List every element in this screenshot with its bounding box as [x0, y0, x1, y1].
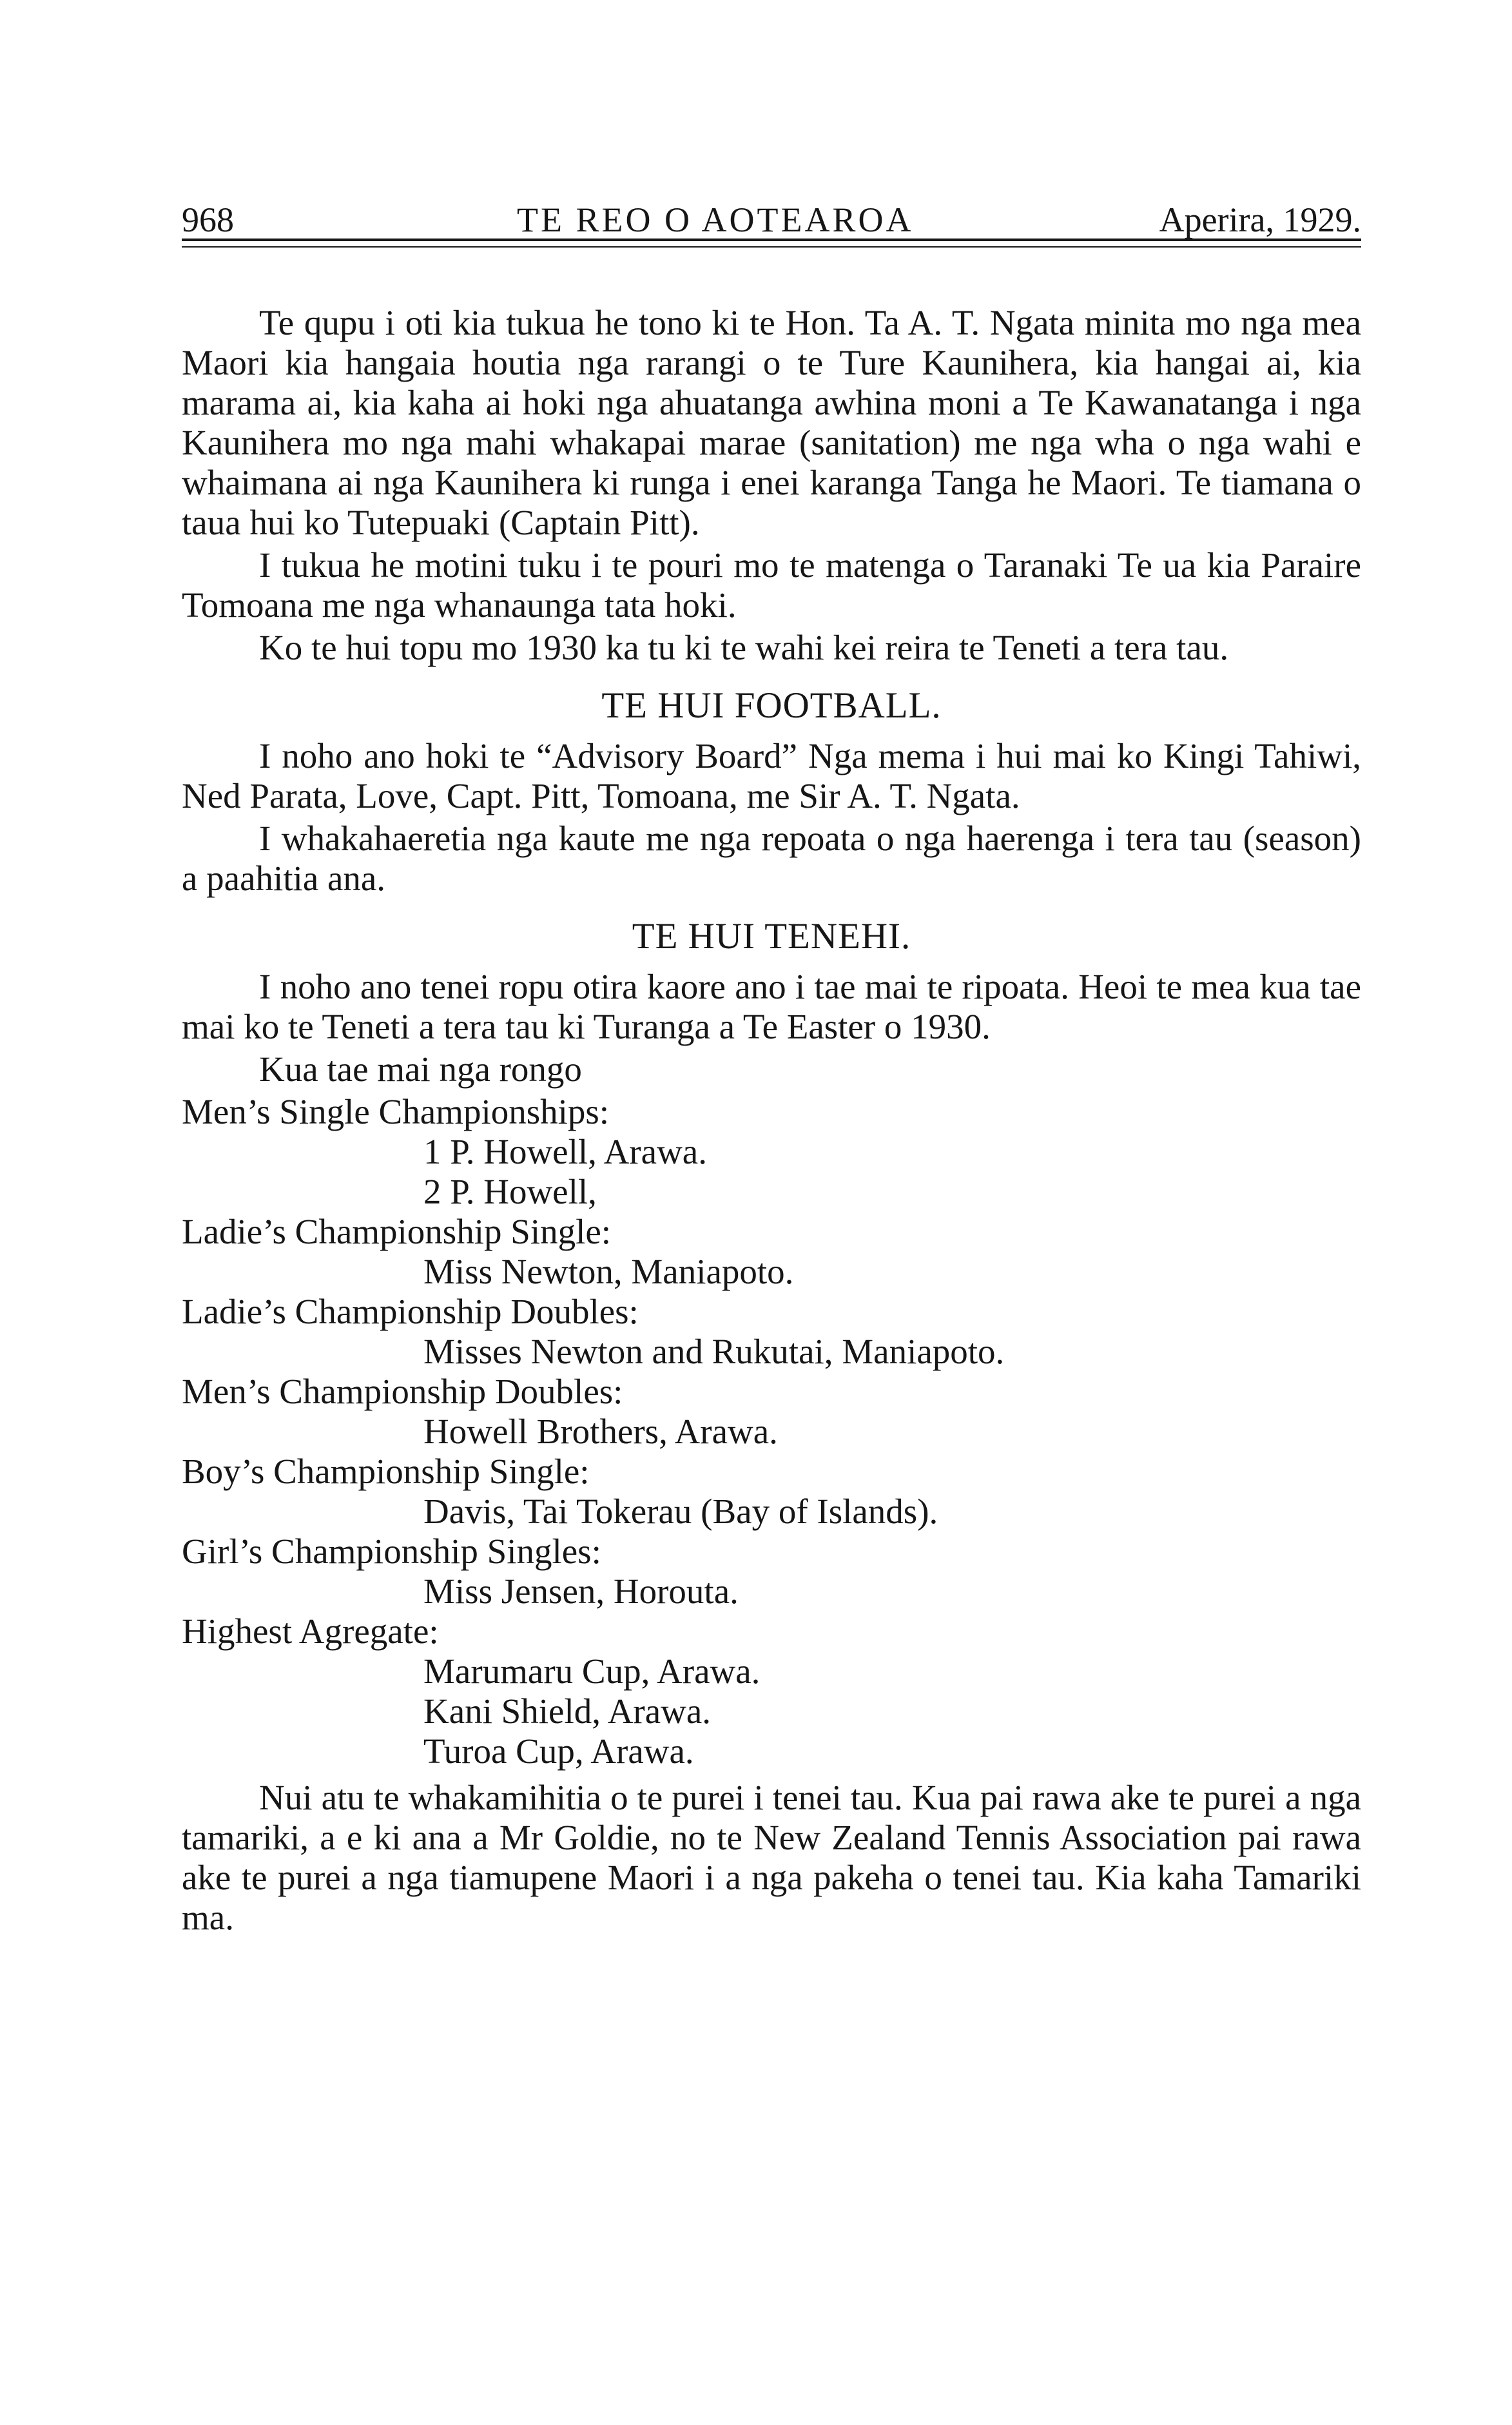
- header-rule-thick: [182, 239, 1361, 241]
- result-winner: Davis, Tai Tokerau (Bay of Islands).: [423, 1492, 938, 1531]
- result-category: Highest Agregate:: [182, 1612, 439, 1651]
- results-list: [182, 1092, 1361, 1771]
- result-category: Boy’s Championship Single:: [182, 1452, 590, 1491]
- header-rule-thin: [182, 246, 1361, 248]
- result-winner: Marumaru Cup, Arawa.: [423, 1651, 761, 1691]
- page-header: [182, 187, 1361, 245]
- result-winner: 2 P. Howell,: [423, 1172, 597, 1211]
- result-winner: Turoa Cup, Arawa.: [423, 1731, 694, 1771]
- result-winner: Kani Shield, Arawa.: [423, 1691, 712, 1731]
- issue-date: Aperira, 1929.: [1159, 200, 1361, 239]
- result-winner: Miss Newton, Maniapoto.: [423, 1252, 794, 1291]
- closing-paragraph: Nui atu te whakamihitia o te purei i tenei tau. Kua pai rawa ake te purei a nga tamariki, a e ki ana a Mr Goldie, no te New Zealand Tennis Association pai rawa ake te purei a nga tiamupene Maori i a nga pakeha o tenei tau. Kia kaha Tamariki ma.: [182, 1778, 1361, 1937]
- result-winner: Howell Brothers, Arawa.: [423, 1412, 778, 1451]
- result-category: Ladie’s Championship Single:: [182, 1212, 612, 1251]
- result-winner: Miss Jensen, Horouta.: [423, 1572, 739, 1611]
- result-category: Girl’s Championship Singles:: [182, 1532, 601, 1571]
- results-intro: Kua tae mai nga rongo: [259, 1049, 582, 1089]
- page-body: [182, 303, 1361, 1940]
- intro-paragraph: Te qupu i oti kia tukua he tono ki te Hon. Ta A. T. Ngata minita mo nga mea Maori kia hangaia houtia nga rarangi o te Ture Kaunihera, kia hangai ai, kia marama ai, kia kaha ai hoki nga ahuatanga awhina moni a Te Kawanatanga i nga Kaunihera mo nga mahi whakapai marae (sanitation) me nga wha o nga wahi e whaimana ai nga Kaunihera ki runga i enei karanga Tanga he Maori. Te tiamana o taua hui ko Tutepuaki (Captain Pitt).: [182, 303, 1361, 542]
- tennis-paragraph: I noho ano tenei ropu otira kaore ano i tae mai te ripoata. Heoi te mea kua tae mai ko te Teneti a tera tau ki Turanga a Te Easter o 1930.: [182, 967, 1361, 1046]
- result-category: Ladie’s Championship Doubles:: [182, 1292, 639, 1331]
- result-category: Men’s Single Championships:: [182, 1092, 610, 1131]
- result-winner: 1 P. Howell, Arawa.: [423, 1132, 707, 1171]
- football-paragraph: I whakahaeretia nga kaute me nga repoata o nga haerenga i tera tau (season) a paahitia ana.: [182, 819, 1361, 898]
- journal-title: TE REO O AOTEAROA: [517, 200, 914, 239]
- football-paragraph: I noho ano hoki te “Advisory Board” Nga mema i hui mai ko Kingi Tahiwi, Ned Parata, Love, Capt. Pitt, Tomoana, me Sir A. T. Ngata.: [182, 736, 1361, 815]
- page-number: 968: [182, 200, 234, 239]
- intro-paragraph: Ko te hui topu mo 1930 ka tu ki te wahi kei reira te Teneti a tera tau.: [259, 628, 1229, 667]
- tennis-heading: TE HUI TENEHI.: [632, 916, 911, 957]
- football-heading: TE HUI FOOTBALL.: [601, 685, 942, 726]
- result-winner: Misses Newton and Rukutai, Maniapoto.: [423, 1332, 1005, 1371]
- result-category: Men’s Championship Doubles:: [182, 1372, 623, 1411]
- intro-paragraph: I tukua he motini tuku i te pouri mo te matenga o Taranaki Te ua kia Paraire Tomoana me nga whanaunga tata hoki.: [182, 545, 1361, 625]
